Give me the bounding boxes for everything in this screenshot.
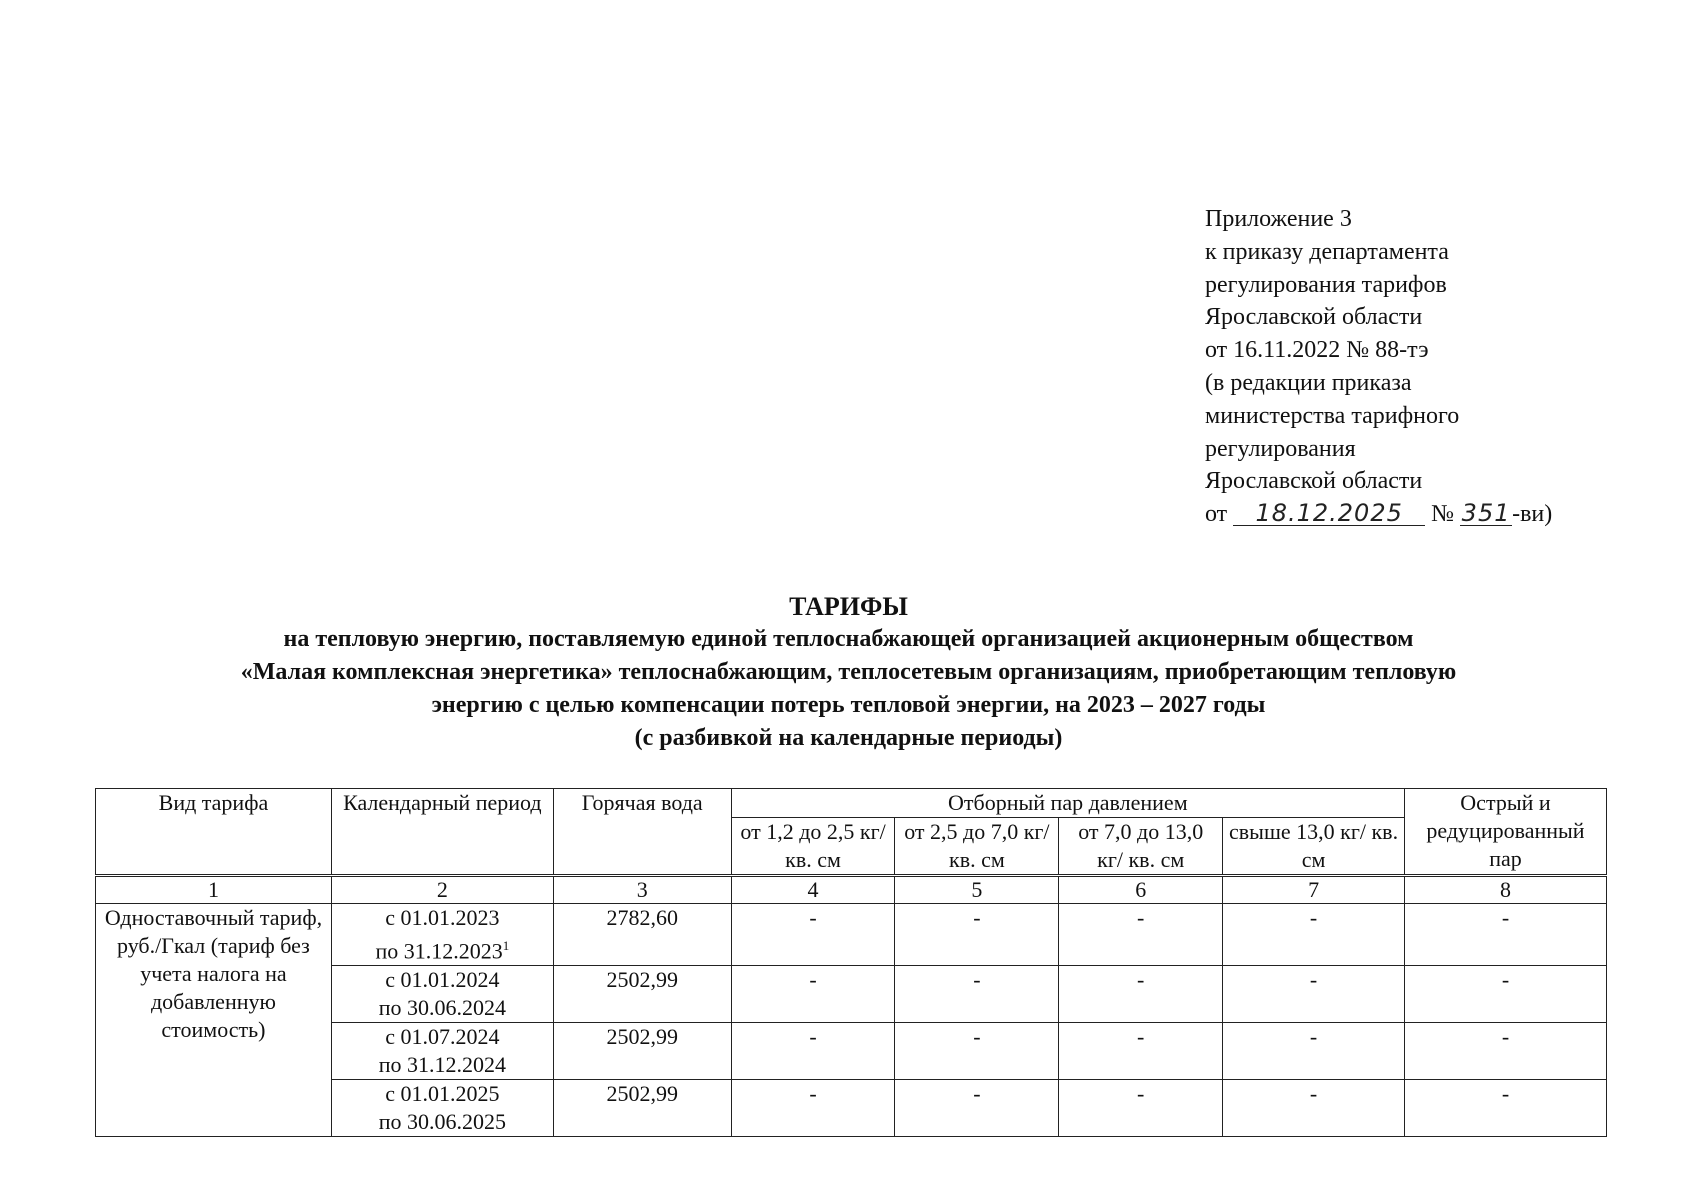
sharp-steam-value: -	[1404, 1023, 1606, 1080]
footnote-mark: 1	[502, 938, 510, 953]
header-steam-1: от 1,2 до 2,5 кг/ кв. см	[731, 818, 895, 876]
annex-line: министерства тарифного	[1205, 402, 1460, 429]
sharp-steam-value: -	[1404, 1080, 1606, 1137]
steam-2-value: -	[895, 904, 1059, 966]
steam-4-value: -	[1223, 1023, 1405, 1080]
period-to: по 30.06.2024	[378, 995, 506, 1021]
annex-line: (в редакции приказа	[1205, 369, 1412, 396]
column-number: 8	[1404, 876, 1606, 904]
annex-line: от 16.11.2022 № 88-тэ	[1205, 337, 1429, 364]
title-line: (с разбивкой на календарные периоды)	[634, 725, 1063, 751]
period-cell	[331, 1023, 553, 1080]
handwritten-number: 351	[1461, 499, 1511, 528]
steam-3-value: -	[1059, 904, 1223, 966]
period-from: с 01.01.2023	[385, 905, 500, 930]
annex-line: Ярославской области	[1205, 304, 1423, 331]
annex-block	[1205, 203, 1552, 531]
period-to: по 31.12.2024	[378, 1052, 506, 1078]
period-cell	[331, 904, 553, 966]
steam-4-value: -	[1223, 966, 1405, 1023]
column-number: 1	[96, 876, 332, 904]
table-row	[96, 904, 1607, 966]
steam-2-value: -	[895, 1023, 1059, 1080]
hot-water-value: 2782,60	[553, 904, 731, 966]
steam-1-value: -	[731, 966, 895, 1023]
tariff-table	[95, 788, 1607, 1137]
hot-water-value: 2502,99	[553, 1023, 731, 1080]
header-steam-2: от 2,5 до 7,0 кг/ кв. см	[895, 818, 1059, 876]
steam-1-value: -	[731, 904, 895, 966]
steam-1-value: -	[731, 1023, 895, 1080]
annex-line: регулирования	[1205, 435, 1356, 462]
period-to: по 31.12.2023	[375, 938, 503, 964]
tariff-kind: Одноставочный тариф, руб./Гкал (тариф без учета налога на добавленную стоимость)	[96, 904, 332, 1137]
title-line: «Малая комплексная энергетика» теплоснабжающим, теплосетевым организациям, приобретающим тепловую	[240, 659, 1457, 685]
annex-suffix: -ви)	[1512, 501, 1553, 528]
period-from: с 01.01.2025	[385, 1081, 500, 1107]
header-steam-3: от 7,0 до 13,0 кг/ кв. см	[1059, 818, 1223, 876]
annex-amendment-line	[1205, 498, 1552, 531]
period-cell	[331, 1080, 553, 1137]
sharp-steam-value: -	[1404, 966, 1606, 1023]
period-from: с 01.07.2024	[385, 1024, 500, 1050]
column-number: 5	[895, 876, 1059, 904]
annex-prefix: от	[1205, 501, 1228, 528]
period-cell	[331, 966, 553, 1023]
annex-line: Приложение 3	[1205, 206, 1352, 232]
steam-3-value: -	[1059, 1080, 1223, 1137]
header-steam-4: свыше 13,0 кг/ кв. см	[1223, 818, 1405, 876]
steam-2-value: -	[895, 1080, 1059, 1137]
document-title	[0, 590, 1697, 755]
header-period: Календарный период	[331, 789, 553, 876]
number-sign: №	[1431, 501, 1455, 528]
title-heading: ТАРИФЫ	[789, 592, 908, 621]
header-row	[96, 789, 1607, 818]
steam-1-value: -	[731, 1080, 895, 1137]
title-line: энергию с целью компенсации потерь тепловой энергии, на 2023 – 2027 годы	[431, 692, 1266, 718]
annex-line: к приказу департамента	[1205, 238, 1449, 265]
column-number: 3	[553, 876, 731, 904]
header-hot-water: Горячая вода	[553, 789, 731, 876]
steam-4-value: -	[1223, 1080, 1405, 1137]
steam-4-value: -	[1223, 904, 1405, 966]
column-number-row	[96, 876, 1607, 904]
steam-3-value: -	[1059, 1023, 1223, 1080]
sharp-steam-value: -	[1404, 904, 1606, 966]
hot-water-value: 2502,99	[553, 966, 731, 1023]
column-number: 7	[1223, 876, 1405, 904]
handwritten-date: 18.12.2025	[1233, 501, 1425, 526]
title-line: на тепловую энергию, поставляемую единой теплоснабжающей организацией акционерным обществом	[283, 626, 1414, 652]
header-kind: Вид тарифа	[96, 789, 332, 876]
header-steam-group: Отборный пар давлением	[731, 789, 1404, 818]
period-to: по 30.06.2025	[378, 1109, 506, 1135]
period-from: с 01.01.2024	[385, 967, 500, 993]
header-sharp-steam: Острый и редуцированный пар	[1404, 789, 1606, 876]
annex-line: регулирования тарифов	[1205, 271, 1447, 298]
column-number: 2	[331, 876, 553, 904]
column-number: 6	[1059, 876, 1223, 904]
annex-line: Ярославской области	[1205, 468, 1423, 495]
steam-3-value: -	[1059, 966, 1223, 1023]
steam-2-value: -	[895, 966, 1059, 1023]
hot-water-value: 2502,99	[553, 1080, 731, 1137]
column-number: 4	[731, 876, 895, 904]
